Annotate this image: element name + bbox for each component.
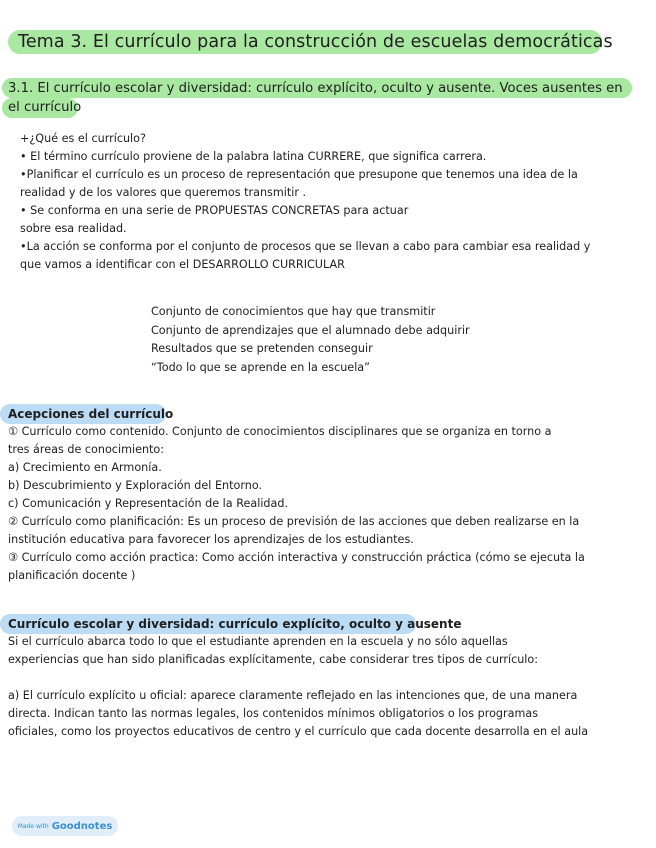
acepciones-heading: Acepciones del currículo: [8, 407, 174, 421]
text-line: planificación docente ): [8, 569, 136, 582]
goodnotes-logo: Goodnotes: [51, 820, 113, 832]
section-heading: 3.1. El currículo escolar y diversidad: currículo explícito, oculto y ausente. Voces ausentes en el currículo: [8, 81, 623, 115]
intro-paragraph: [20, 130, 590, 274]
text-line: •La acción se conforma por el conjunto de procesos que se llevan a cabo para cambiar esa realidad y: [20, 240, 591, 253]
text-line: +¿Qué es el currículo?: [20, 132, 146, 145]
text-line: ② Currículo como planificación: Es un proceso de previsión de las acciones que deben realizarse en la: [8, 515, 580, 528]
text-line: •Planificar el currículo es un proceso de representación que presupone que tenemos una idea de la: [20, 168, 578, 181]
text-line: c) Comunicación y Representación de la Realidad.: [8, 497, 289, 510]
text-line: institución educativa para favorecer los aprendizajes de los estudiantes.: [8, 533, 414, 546]
text-line: que vamos a identificar con el DESARROLLO CURRICULAR: [20, 258, 345, 271]
text-line: directa. Indican tanto las normas legales, los contenidos mínimos obligatorios o los programas: [8, 707, 539, 720]
text-line: oficiales, como los proyectos educativos de centro y el currículo que cada docente desarrolla en el aula: [8, 725, 589, 738]
curriculo-explicito-paragraph: [8, 687, 588, 741]
text-line: b) Descubrimiento y Exploración del Entorno.: [8, 479, 263, 492]
acepciones-paragraph: [8, 423, 585, 585]
curriculo-heading: Currículo escolar y diversidad: currículo explícito, oculto y ausente: [8, 617, 462, 631]
page-title: Tema 3. El currículo para la construcción de escuelas democráticas: [18, 32, 613, 52]
definition-item: Conjunto de aprendizajes que el alumnado debe adquirir: [151, 323, 470, 337]
text-line: realidad y de los valores que queremos transmitir .: [20, 186, 307, 199]
text-line: a) Crecimiento en Armonía.: [8, 461, 162, 474]
text-line: ① Currículo como contenido. Conjunto de conocimientos disciplinares que se organiza en torno a: [8, 425, 552, 438]
text-line: • Se conforma en una serie de PROPUESTAS CONCRETAS para actuar: [20, 204, 409, 217]
text-line: Si el currículo abarca todo lo que el estudiante aprenden en la escuela y no sólo aquellas: [8, 635, 508, 648]
goodnotes-badge[interactable]: [12, 816, 118, 836]
curriculo-paragraph: [8, 633, 538, 669]
text-line: tres áreas de conocimiento:: [8, 443, 165, 456]
text-line: • El término currículo proviene de la palabra latina CURRERE, que significa carrera.: [20, 150, 487, 163]
text-line: a) El currículo explícito u oficial: aparece claramente reflejado en las intenciones que, de una manera: [8, 689, 578, 702]
definition-item: “Todo lo que se aprende en la escuela”: [151, 360, 370, 374]
definition-item: Resultados que se pretenden conseguir: [151, 342, 373, 355]
text-line: ③ Currículo como acción practica: Como acción interactiva y construcción práctica (cómo se ejecuta la: [8, 551, 585, 564]
text-line: experiencias que han sido planificadas explícitamente, cabe considerar tres tipos de currículo:: [8, 653, 539, 666]
definitions-list: [151, 303, 470, 377]
definition-item: Conjunto de conocimientos que hay que transmitir: [151, 305, 436, 318]
text-line: sobre esa realidad.: [20, 222, 127, 235]
made-with-label: Made with: [17, 822, 49, 830]
